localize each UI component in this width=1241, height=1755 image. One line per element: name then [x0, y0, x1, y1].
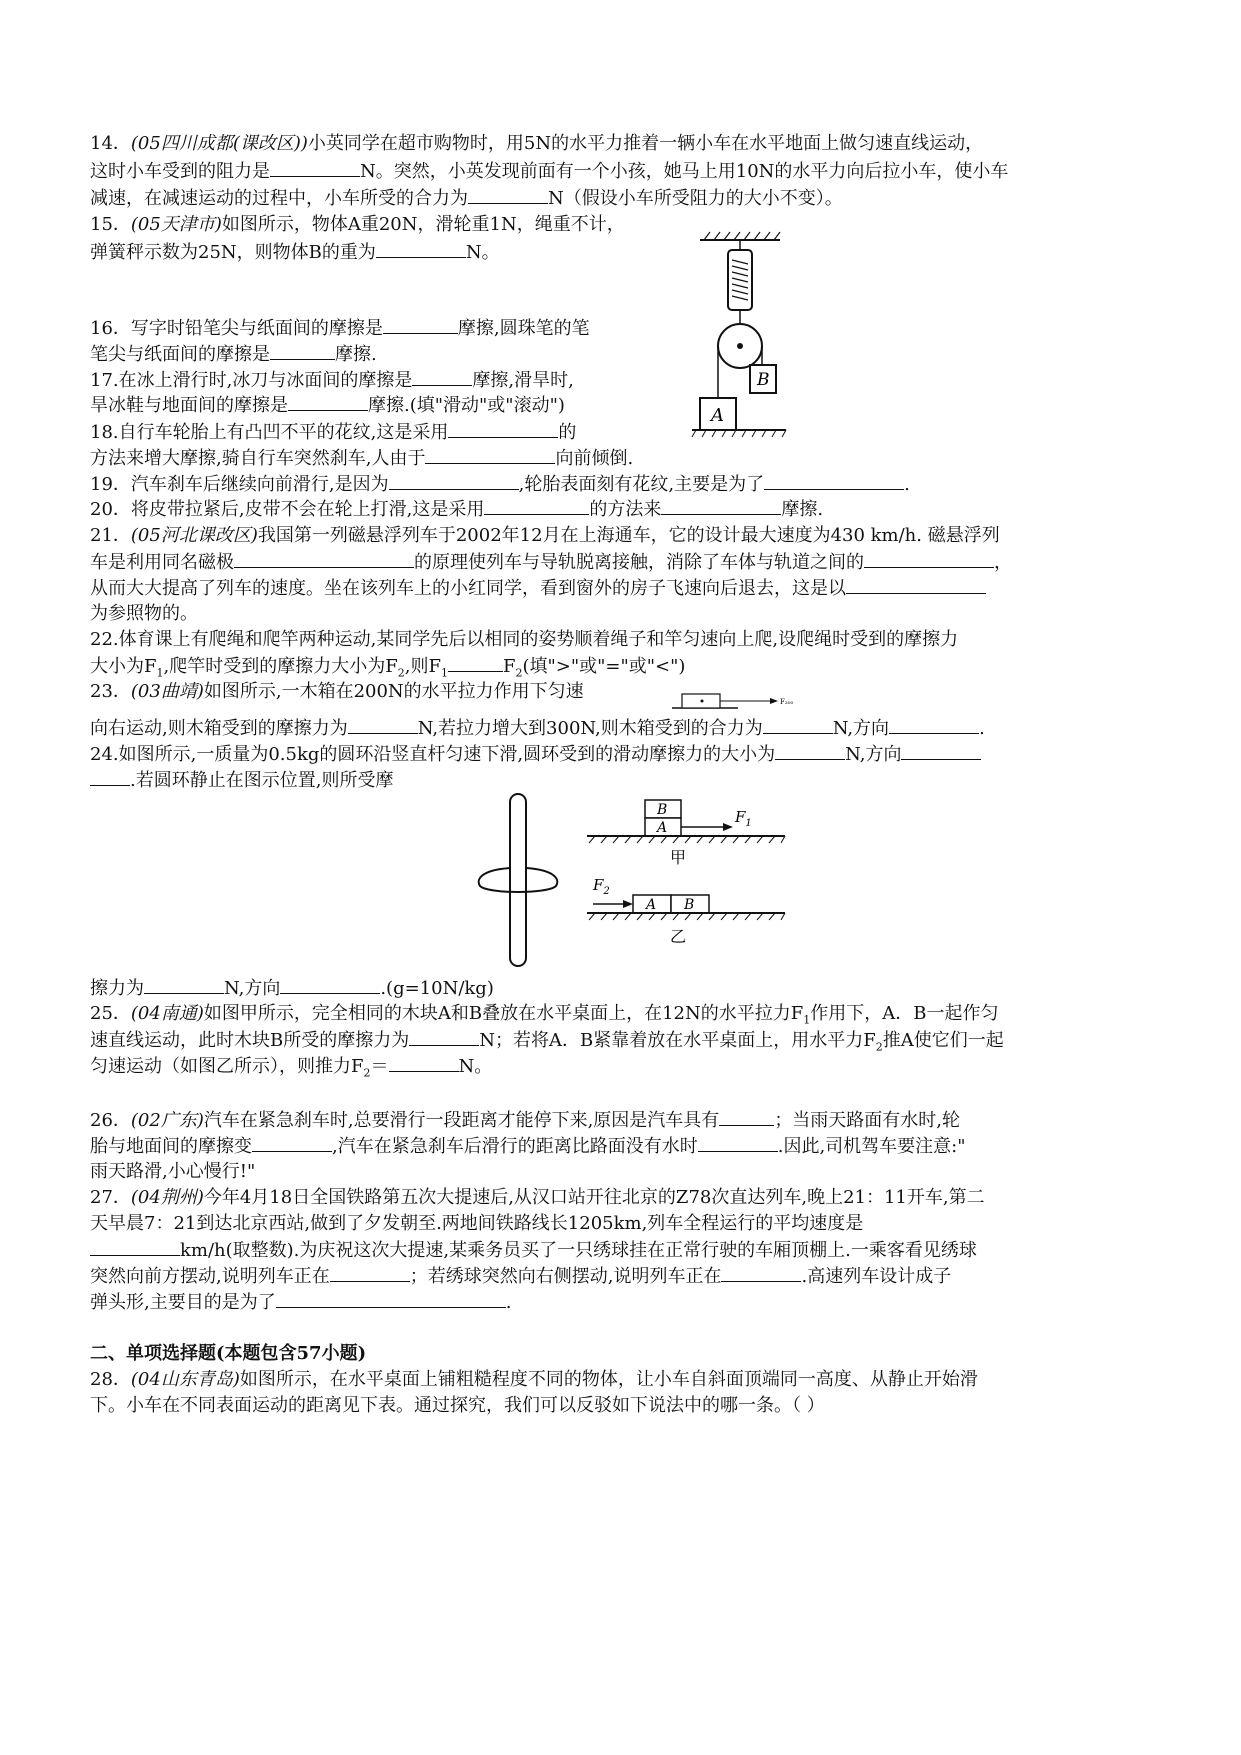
caption-yi: 乙 — [670, 927, 687, 946]
answer-blank[interactable] — [468, 186, 548, 204]
q27-line1: 27．(04荆州)今年4月18日全国铁路第五次大提速后,从汉口站开往北京的Z78次直达列车,晚上21：11开车,第二 — [90, 1187, 985, 1208]
answer-blank[interactable] — [698, 1134, 778, 1152]
answer-blank[interactable] — [448, 420, 558, 438]
answer-blank[interactable] — [719, 1108, 774, 1126]
q26-source: (02广东) — [130, 1110, 204, 1131]
q20-line: 20．将皮带拉紧后,皮带不会在轮上打滑,这是采用 的方法来 摩擦. — [90, 499, 824, 520]
arrow-icon — [723, 823, 733, 831]
q24-line1: 24.如图所示,一质量为0.5kg的圆环沿竖直杆匀速下滑,圆环受到的滑动摩擦力的大小为 N,方向 — [90, 742, 981, 767]
q14-line2: 这时小车受到的阻力是 N。突然，小英发现前面有一个小孩，她马上用10N的水平力向后拉小车，使小车 — [90, 161, 1009, 182]
q22-line2: 大小为$F_1$,爬竿时受到的摩擦力大小为$F_2$,则$F_1$ $F_2$(填">"或"="或"<") — [90, 656, 686, 680]
answer-blank[interactable] — [775, 742, 845, 760]
answer-blank[interactable] — [330, 1264, 410, 1282]
q27-line5: 弹头形,主要目的是为了 . — [90, 1292, 512, 1313]
answer-blank[interactable] — [846, 576, 986, 594]
q23-line2: 向右运动,则木箱受到的摩擦力为 N,若拉力增大到300N,则木箱受到的合力为 N,方向 . — [90, 718, 985, 739]
q14-line3: 减速，在减速运动的过程中，小车所受的合力为 N（假设小车所受阻力的大小不变）。 — [90, 188, 843, 209]
answer-blank[interactable] — [864, 550, 994, 568]
arrow-icon — [770, 698, 778, 704]
q22-line1: 22.体育课上有爬绳和爬竿两种运动,某同学先后以相同的姿势顺着绳子和竿匀速向上爬,设爬绳时受到的摩擦力 — [90, 629, 959, 650]
block-b-label: B — [757, 370, 770, 390]
answer-blank[interactable] — [348, 716, 418, 734]
answer-blank[interactable] — [144, 976, 224, 994]
q15-line1: 15．(05天津市)如图所示，物体A重20N，滑轮重1N，绳重不计， — [90, 214, 625, 235]
answer-blank[interactable] — [276, 1290, 506, 1308]
block-a-label: A — [657, 820, 668, 836]
pulley-figure — [690, 230, 790, 440]
q18-line2: 方法来增大摩擦,骑自行车突然刹车,人由于 向前倾倒. — [90, 448, 634, 469]
rod-ring-figure — [470, 790, 565, 970]
answer-blank[interactable] — [389, 472, 519, 490]
q17-line1: 17.在冰上滑行时,冰刀与冰面间的摩擦是 摩擦,滑旱时, — [90, 370, 574, 391]
q21-source: (05河北课改区) — [130, 525, 258, 546]
answer-blank[interactable] — [661, 497, 781, 515]
q25-source: (04南通) — [130, 1003, 204, 1024]
q19-line: 19．汽车刹车后继续向前滑行,是因为 ,轮胎表面刻有花纹,主要是为了 . — [90, 474, 910, 495]
q14-source: (05四川成都(课改区)) — [130, 133, 308, 154]
q21-line4: 为参照物的。 — [90, 603, 198, 624]
vertical-rod — [510, 794, 526, 966]
answer-blank[interactable] — [409, 1028, 479, 1046]
answer-blank[interactable] — [252, 1134, 332, 1152]
q27-line3: km/h(取整数).为庆祝这次大提速,某乘务员买了一只绣球挂在正常行驶的车厢顶棚上.一乘客看见绣球 — [90, 1238, 977, 1263]
answer-blank[interactable] — [270, 159, 360, 177]
stacked-blocks-figure — [585, 790, 805, 960]
q15-line2: 弹簧秤示数为25N，则物体B的重为 N。 — [90, 242, 500, 263]
answer-blank[interactable] — [90, 768, 130, 786]
answer-blank[interactable] — [270, 342, 335, 360]
answer-blank[interactable] — [721, 1264, 801, 1282]
answer-blank[interactable] — [889, 716, 979, 734]
q27-source: (04荆州) — [130, 1187, 204, 1208]
q18-line1: 18.自行车轮胎上有凸凹不平的花纹,这是采用 的 — [90, 422, 577, 443]
answer-blank[interactable] — [288, 393, 368, 411]
q23-line1: 23．(03曲靖)如图所示,一木箱在200N的水平拉力作用下匀速 — [90, 681, 584, 702]
answer-blank[interactable] — [763, 716, 833, 734]
q28-source: (04山东青岛) — [130, 1369, 240, 1390]
q21-line1: 21．(05河北课改区)我国第一列磁悬浮列车于2002年12月在上海通车，它的设计最大速度为430 km/h. 磁悬浮列 — [90, 525, 1000, 546]
block-a-label: A — [711, 405, 724, 426]
answer-blank[interactable] — [90, 1238, 180, 1256]
q25-line2: 速直线运动，此时木块B所受的摩擦力为 N；若将A．B紧靠着放在水平桌面上，用水平力$F_2$推A使它们一起 — [90, 1030, 1004, 1054]
answer-blank[interactable] — [280, 976, 380, 994]
q16-line1: 16．写字时铅笔尖与纸面间的摩擦是 摩擦,圆珠笔的笔 — [90, 318, 590, 339]
q25-line3: 匀速运动（如图乙所示），则推力$F_2= N$。 — [90, 1056, 493, 1080]
q21-line2: 车是利用同名磁极 的原理使列车与导轨脱离接触，消除了车体与轨道之间的 ， — [90, 552, 1012, 573]
answer-blank[interactable] — [484, 497, 589, 515]
force-label: F₂₀₀ — [780, 698, 794, 706]
answer-blank[interactable] — [389, 1054, 459, 1072]
force-f2-label: $F_2$ — [593, 876, 610, 897]
caption-jia: 甲 — [670, 848, 687, 867]
block-a-label: A — [646, 897, 657, 913]
answer-blank[interactable] — [764, 472, 904, 490]
answer-blank[interactable] — [425, 446, 555, 464]
answer-blank[interactable] — [901, 742, 981, 760]
q23-source: (03曲靖) — [130, 681, 204, 702]
q24-line3: 擦力为 N,方向 .(g=10N/kg) — [90, 978, 494, 999]
q26-line2: 胎与地面间的摩擦变 ,汽车在紧急刹车后滑行的距离比路面没有水时 .因此,司机驾车要注意:" — [90, 1136, 966, 1157]
q21-line3: 从而大大提高了列车的速度。坐在该列车上的小红同学，看到窗外的房子飞速向后退去，这是以 — [90, 576, 986, 601]
q15-source: (05天津市) — [130, 214, 222, 235]
arrow-icon — [623, 900, 633, 908]
q24-line2: .若圆环静止在图示位置,则所受摩 — [90, 768, 393, 793]
box-pull-figure — [670, 686, 800, 712]
q26-line1: 26．(02广东)汽车在紧急刹车时,总要滑行一段距离才能停下来,原因是汽车具有 ；当雨天路面有水时,轮 — [90, 1110, 961, 1131]
answer-blank[interactable] — [412, 368, 472, 386]
force-f1-label: $F_1$ — [735, 808, 752, 829]
q25-line1: 25．(04南通)如图甲所示，完全相同的木块A和B叠放在水平桌面上，在12N的水平拉力$F_1$作用下，A．B一起作匀 — [90, 1003, 999, 1027]
q27-line2: 天早晨7：21到达北京西站,做到了夕发朝至.两地间铁路线长1205km,列车全程运行的平均速度是 — [90, 1213, 864, 1234]
block-b-label: B — [684, 897, 695, 913]
q27-line4: 突然向前方摆动,说明列车正在 ；若绣球突然向右侧摆动,说明列车正在 .高速列车设计成子 — [90, 1266, 952, 1287]
q16-line2: 笔尖与纸面间的摩擦是 摩擦. — [90, 344, 377, 365]
q28-line1: 28．(04山东青岛)如图所示，在水平桌面上铺粗糙程度不同的物体，让小车自斜面顶端同一高度、从静止开始滑 — [90, 1369, 978, 1390]
q28-line2: 下。小车在不同表面运动的距离见下表。通过探究，我们可以反驳如下说法中的哪一条。（ ） — [90, 1395, 825, 1416]
answer-blank[interactable] — [376, 240, 466, 258]
answer-blank[interactable] — [448, 654, 503, 672]
answer-blank[interactable] — [383, 316, 458, 334]
block-b-label: B — [657, 802, 668, 818]
q14-line1: 14．(05四川成都(课改区))小英同学在超市购物时，用5N的水平力推着一辆小车在水平地面上做匀速直线运动， — [90, 133, 984, 154]
q17-line2: 旱冰鞋与地面间的摩擦是 摩擦.(填"滑动"或"滚动") — [90, 395, 565, 416]
q26-line3: 雨天路滑,小心慢行!" — [90, 1161, 256, 1182]
answer-blank[interactable] — [234, 550, 414, 568]
section-heading: 二、单项选择题(本题包含57小题) — [90, 1343, 367, 1364]
